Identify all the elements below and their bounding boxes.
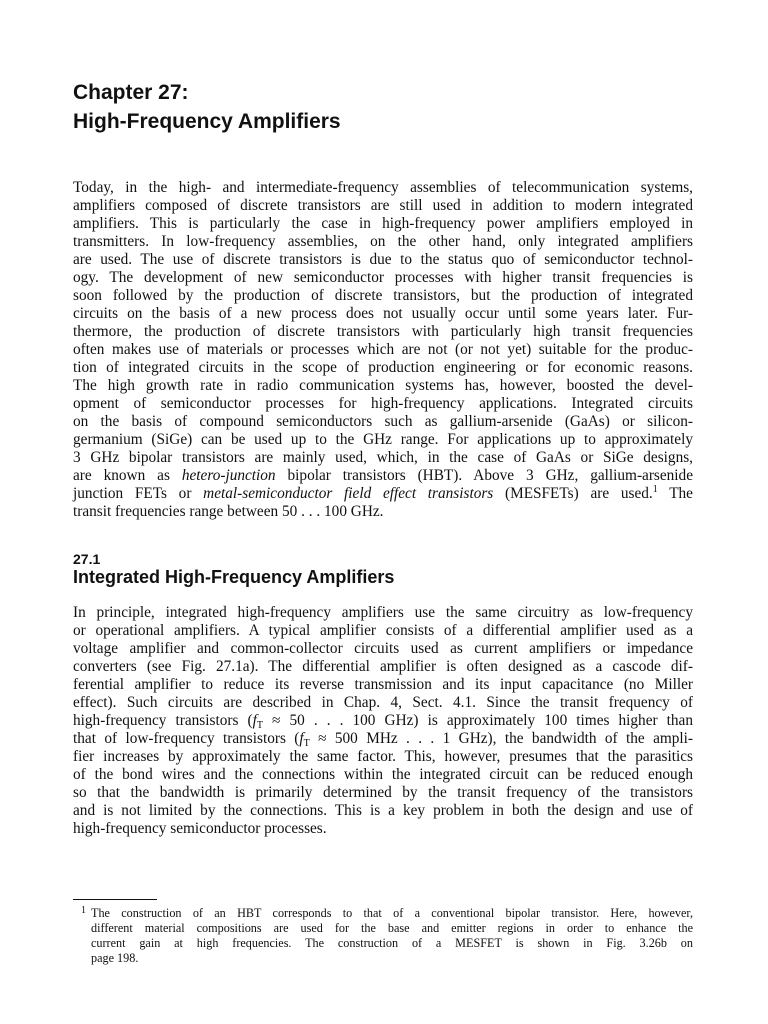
text-line: ferential amplifier to reduce its reverse transmission and its input capacitance (no Miller <box>73 676 693 693</box>
section-paragraph <box>73 604 693 838</box>
math-symbol: f <box>299 730 304 747</box>
text-line: transit frequencies range between 50 . . . 100 GHz. <box>73 503 384 520</box>
text-run: that of low-frequency transistors ( <box>73 730 300 747</box>
text-run: high-frequency transistors ( <box>73 712 253 729</box>
text-line: thermore, the production of discrete transistors with particularly high transit frequencies <box>73 323 693 340</box>
text-run: ≈ 50 . . . 100 GHz) is approximately 100 times higher than <box>262 712 693 729</box>
text-line: on the basis of compound semiconductors such as gallium-arsenide (GaAs) or silicon- <box>73 413 693 430</box>
text-line: ogy. The development of new semiconductor processes with higher transit frequencies is <box>73 269 693 286</box>
text-line: transmitters. In low-frequency assemblies, on the other hand, only integrated amplifiers <box>73 233 693 250</box>
text-line: Today, in the high- and intermediate-frequency assemblies of telecommunication systems, <box>73 179 693 196</box>
footnote-line: current gain at high frequencies. The construction of a MESFET is shown in Fig. 3.26b on <box>91 936 693 950</box>
text-line: tion of integrated circuits in the scope of production engineering or for economic reasons. <box>73 359 693 376</box>
math-subscript: T <box>303 738 310 749</box>
section-number: 27.1 <box>73 551 101 567</box>
text-line: high-frequency semiconductor processes. <box>73 820 327 837</box>
italic-term: metal-semiconductor field effect transistors <box>203 485 494 502</box>
text-line: germanium (SiGe) can be used up to the GHz range. For applications up to approximately <box>73 431 693 448</box>
text-line: soon followed by the production of discrete transistors, but the production of integrated <box>73 287 693 304</box>
text-line: 3 GHz bipolar transistors are mainly used, which, in the case of GaAs or SiGe designs, <box>73 449 693 466</box>
chapter-label: Chapter 27: <box>73 81 189 104</box>
chapter-heading <box>73 78 341 136</box>
text-run: bipolar transistors (HBT). Above 3 GHz, gallium-arsenide <box>275 467 693 484</box>
section-title: Integrated High-Frequency Amplifiers <box>73 567 395 587</box>
text-line: voltage amplifier and common-collector circuits used as current amplifiers or impedance <box>73 640 693 657</box>
text-line: amplifiers. This is particularly the case in high-frequency power amplifiers employed in <box>73 215 693 232</box>
text-line <box>73 730 693 748</box>
footnote <box>73 906 693 966</box>
chapter-title: High-Frequency Amplifiers <box>73 110 341 133</box>
text-line: fier increases by approximately the same factor. This, however, presumes that the parasitics <box>73 748 693 765</box>
text-line: converters (see Fig. 27.1a). The differential amplifier is often designed as a cascode dif- <box>73 658 693 675</box>
intro-paragraph <box>73 179 693 521</box>
footnote-divider <box>73 899 157 900</box>
math-subscript: T <box>256 720 263 731</box>
text-run: junction FETs or <box>73 485 204 502</box>
footnote-number: 1 <box>81 905 86 916</box>
text-line: are used. The use of discrete transistors is due to the status quo of semiconductor technol- <box>73 251 693 268</box>
text-run: (MESFETs) are used. <box>493 485 653 502</box>
text-run: The construction of an HBT corresponds to that of a conventional bipolar transistor. Here, however, <box>91 906 693 920</box>
text-line <box>73 467 693 485</box>
text-line: amplifiers composed of discrete transistors are still used in addition to modern integrated <box>73 197 693 214</box>
text-line: of the bond wires and the connections within the integrated circuit can be reduced enough <box>73 766 693 783</box>
italic-term: hetero-junction <box>181 467 276 484</box>
text-line <box>73 712 693 730</box>
text-line <box>73 485 693 503</box>
math-symbol: f <box>252 712 257 729</box>
text-line: opment of semiconductor processes for high-frequency applications. Integrated circuits <box>73 395 693 412</box>
footnote-reference[interactable]: 1 <box>652 484 658 495</box>
text-line: circuits on the basis of a new process does not usually occur until some years later. Fur- <box>73 305 693 322</box>
text-line: effect). Such circuits are described in Chap. 4, Sect. 4.1. Since the transit frequency of <box>73 694 693 711</box>
footnote-line: different material compositions are used for the base and emitter regions in order to enhance the <box>91 921 693 935</box>
footnote-line <box>73 906 693 921</box>
text-line: so that the bandwidth is primarily determined by the transit frequency of the transistors <box>73 784 693 801</box>
text-line: The high growth rate in radio communication systems has, however, boosted the devel- <box>73 377 693 394</box>
text-line: and is not limited by the connections. This is a key problem in both the design and use of <box>73 802 693 819</box>
text-run: ≈ 500 MHz . . . 1 GHz), the bandwidth of the ampli- <box>309 730 693 747</box>
text-line: In principle, integrated high-frequency amplifiers use the same circuitry as low-frequency <box>73 604 693 621</box>
text-run: are known as <box>73 467 182 484</box>
footnote-line: page 198. <box>91 951 139 965</box>
text-run: The <box>657 485 693 502</box>
text-line: or operational amplifiers. A typical amplifier consists of a differential amplifier used as a <box>73 622 693 639</box>
text-line: often makes use of materials or processes which are not (or not yet) suitable for the produc- <box>73 341 693 358</box>
